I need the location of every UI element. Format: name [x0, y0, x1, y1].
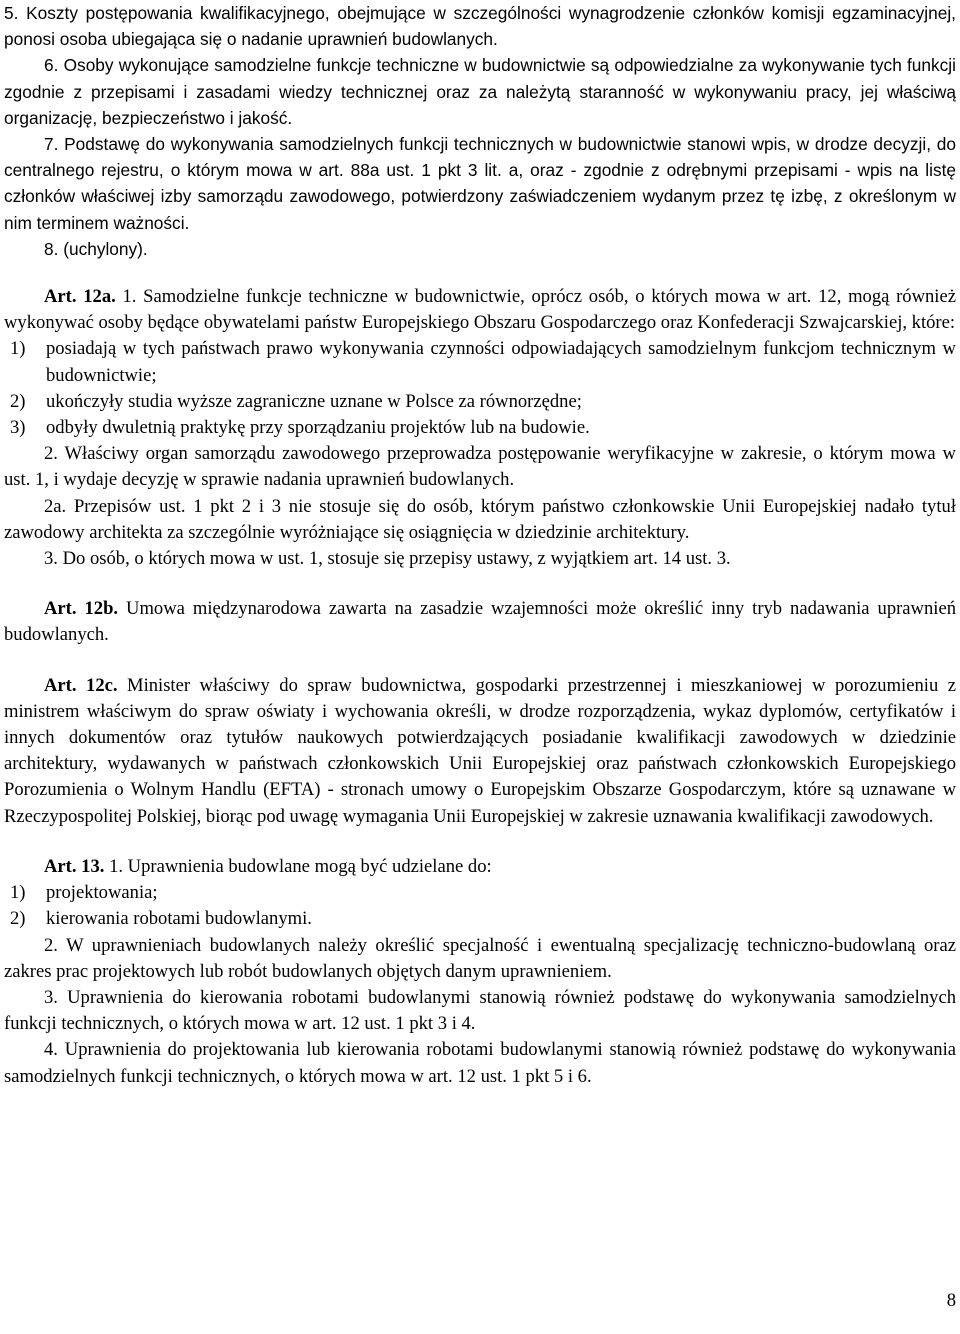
list-item: [4, 415, 956, 441]
art-12a-label: Art. 12a.: [44, 286, 116, 308]
art-12c-label: Art. 12c.: [44, 674, 118, 696]
list-number: 2): [10, 908, 26, 930]
art-13-paragraph-2: 2. W uprawnieniach budowlanych należy określić specjalność i ewentualną specjalizację techniczno-budowlaną oraz zakres prac projektowych lub robót budowlanych objętych danym uprawnieniem.: [4, 934, 956, 982]
list-number: 1): [10, 882, 26, 904]
paragraph-8: 8. (uchylony).: [44, 238, 148, 259]
list-text: posiadają w tych państwach prawo wykonywania czynności odpowiadających samodzielnym funkcjom technicznym w budownictwie;: [46, 338, 956, 386]
art-12a-list: [4, 336, 956, 441]
list-text: kierowania robotami budowlanymi.: [46, 908, 312, 930]
list-number: 3): [10, 417, 26, 439]
list-item: [4, 880, 956, 906]
list-item: [4, 906, 956, 932]
art-13-paragraph-1: [4, 854, 956, 880]
art-12b-text: Umowa międzynarodowa zawarta na zasadzie wzajemności może określić inny tryb nadawania uprawnień budowlanych.: [4, 598, 956, 646]
paragraph-6: 6. Osoby wykonujące samodzielne funkcje techniczne w budownictwie są odpowiedzialne za wykonywanie tych funkcji zgodnie z przepisami i zasadami wiedzy technicznej oraz za należytą staranność w wykonywaniu pracy, jej właściwą organizację, bezpieczeństwo i jakość.: [4, 55, 956, 128]
art-12b-paragraph: [4, 596, 956, 648]
art-12a-paragraph-1: [4, 284, 956, 336]
paragraph-7: 7. Podstawę do wykonywania samodzielnych funkcji technicznych w budownictwie stanowi wpis, w drodze decyzji, do centralnego rejestru, o którym mowa w art. 88a ust. 1 pkt 3 lit. a, oraz - zgodnie z odrębnymi przepisami - wpis na listę członków właściwej izby samorządu zawodowego, potwierdzony zaświadczeniem wydanym przez tę izbę, z określonym w nim terminem ważności.: [4, 134, 956, 233]
art-12c-paragraph: [4, 673, 956, 830]
list-number: 1): [10, 338, 26, 360]
art-12a-paragraph-2a: 2a. Przepisów ust. 1 pkt 2 i 3 nie stosuje się do osób, którym państwo członkowskie Unii Europejskiej nadało tytuł zawodowy architekta za szczególnie wyróżniające się osiągnięcia w dziedzinie architektury.: [4, 495, 956, 543]
paragraph-5: 5. Koszty postępowania kwalifikacyjnego, obejmujące w szczególności wynagrodzenie członków komisji egzaminacyjnej, ponosi osoba ubiegająca się o nadanie uprawnień budowlanych.: [4, 3, 956, 50]
art-12a-paragraph-3: 3. Do osób, o których mowa w ust. 1, stosuje się przepisy ustawy, z wyjątkiem art. 14 ust. 3.: [44, 548, 731, 570]
art-13-paragraph-3: 3. Uprawnienia do kierowania robotami budowlanymi stanowią również podstawę do wykonywania samodzielnych funkcji technicznych, o których mowa w art. 12 ust. 1 pkt 3 i 4.: [4, 986, 956, 1035]
art-13-label: Art. 13.: [44, 855, 105, 877]
list-text: projektowania;: [46, 882, 158, 904]
list-item: [4, 336, 956, 388]
list-text: odbyły dwuletnią praktykę przy sporządzaniu projektów lub na budowie.: [46, 417, 590, 439]
art-12b-label: Art. 12b.: [44, 598, 119, 620]
art-12a-paragraph-2: 2. Właściwy organ samorządu zawodowego przeprowadza postępowanie weryfikacyjne w zakresie, o którym mowa w ust. 1, i wydaje decyzję w sprawie nadania uprawnień budowlanych.: [4, 443, 956, 491]
art-13-text: 1. Uprawnienia budowlane mogą być udzielane do:: [104, 855, 492, 877]
list-text: ukończyły studia wyższe zagraniczne uznane w Polsce za równorzędne;: [46, 390, 582, 412]
document-page: [4, 0, 956, 1090]
page-number: 8: [946, 1290, 956, 1311]
list-number: 2): [10, 390, 26, 412]
art-12a-text: 1. Samodzielne funkcje techniczne w budownictwie, oprócz osób, o których mowa w art. 12, mogą również wykonywać osoby będące obywatelami państw Europejskiego Obszaru Gospodarczego oraz Konfederacji Szwajcarskiej, które:: [4, 286, 956, 334]
art-12c-text: Minister właściwy do spraw budownictwa, gospodarki przestrzennej i mieszkaniowej w porozumieniu z ministrem właściwym do spraw oświaty i wychowania określi, w drodze rozporządzenia, wykaz dyplomów, certyfikatów i innych dokumentów oraz tytułów naukowych potwierdzających posiadanie kwalifikacji zawodowych w dziedzinie architektury, wydawanych w państwach członkowskich Unii Europejskiej oraz państwach członkowskich Europejskiego Porozumienia o Wolnym Handlu (EFTA) - stronach umowy o Europejskim Obszarze Gospodarczym, które są uznawane w Rzeczypospolitej Polskiej, biorąc pod uwagę wymagania Unii Europejskiej w zakresie uznawania kwalifikacji zawodowych.: [4, 674, 956, 827]
list-item: [4, 389, 956, 415]
art-13-list: [4, 880, 956, 932]
art-13-paragraph-4: 4. Uprawnienia do projektowania lub kierowania robotami budowlanymi stanowią również podstawę do wykonywania samodzielnych funkcji technicznych, o których mowa w art. 12 ust. 1 pkt 5 i 6.: [4, 1039, 956, 1087]
